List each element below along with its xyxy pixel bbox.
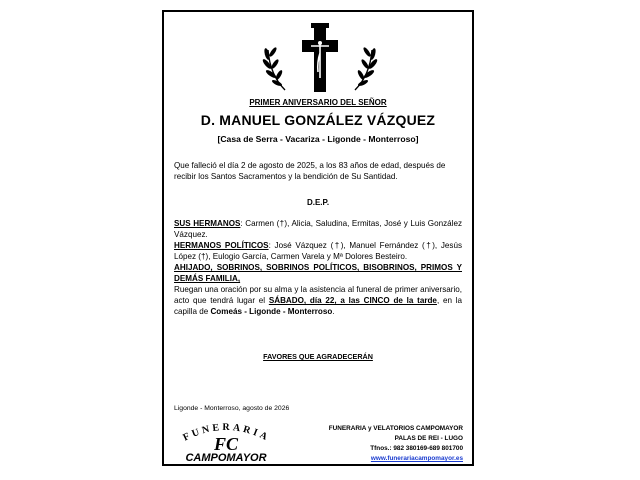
logo-bottom-text: CAMPOMAYOR <box>185 452 267 463</box>
dep-label: D.E.P. <box>306 198 330 207</box>
inlaws-paragraph <box>174 240 462 262</box>
family-text: AHIJADO, SOBRINOS, SOBRINOS POLÍTICOS, BISOBRINOS, PRIMOS Y DEMÁS FAMILIA, <box>174 263 462 283</box>
deceased-name: D. MANUEL GONZÁLEZ VÁZQUEZ <box>200 112 436 128</box>
obituary-card <box>162 10 474 466</box>
logo-top-text: FUNERARIA <box>181 421 272 445</box>
thanks-line: FAVORES QUE AGRADECERÁN <box>263 352 373 361</box>
cross-laurel-emblem <box>240 20 400 96</box>
prayer-end: . <box>332 307 335 316</box>
anniversary-heading: PRIMER ANIVERSARIO DEL SEÑOR <box>249 98 387 107</box>
prayer-paragraph <box>174 284 462 317</box>
date-line: Ligonde - Monterroso, agosto de 2026 <box>174 405 290 412</box>
prayer-text-2: , en la capilla de <box>174 296 463 316</box>
funeral-home-name: FUNERARIA y VELATORIOS CAMPOMAYOR <box>328 425 463 432</box>
funeral-home-phones: Tfnos.: 982 380169-689 801700 <box>370 445 463 452</box>
funeral-home-location: PALAS DE REI - LUGO <box>394 435 463 442</box>
death-notice-text: Que falleció el día 2 de agosto de 2025, a los 83 años de edad, después de recibir los Santos Sacramentos y la bendición de Su Santidad. <box>174 161 446 181</box>
funeral-home-website-link[interactable]: www.funerariacampomayor.es <box>370 455 463 462</box>
inlaws-text: : José Vázquez (†), Manuel Fernández (†), Jesús López (†), Eulogio García, Carmen Varela y Mª Dolores Besteiro. <box>174 241 462 261</box>
prayer-text-1: Ruegan una oración por su alma y la asistencia al funeral de primer aniversario, acto que tendrá lugar el <box>174 285 462 305</box>
funeral-home-contact <box>283 424 463 464</box>
siblings-label: SUS HERMANOS <box>174 219 241 228</box>
siblings-text: : Carmen (†), Alicia, Saludina, Ermitas, José y Luis González Vázquez. <box>174 219 463 239</box>
family-section <box>174 218 462 317</box>
prayer-place: Comeás - Ligonde - Monterroso <box>210 307 333 316</box>
laurel-right-icon <box>355 46 379 90</box>
inlaws-label: HERMANOS POLÍTICOS <box>174 241 269 250</box>
prayer-date: SÁBADO, día 22, a las CINCO de la tarde <box>268 296 437 305</box>
laurel-left-icon <box>261 46 285 90</box>
funeraria-logo <box>170 417 282 463</box>
siblings-paragraph <box>174 218 462 240</box>
logo-monogram: FC <box>213 434 239 454</box>
house-location: [Casa de Serra - Vacariza - Ligonde - Monterroso] <box>217 134 419 144</box>
cross-icon <box>302 23 338 92</box>
